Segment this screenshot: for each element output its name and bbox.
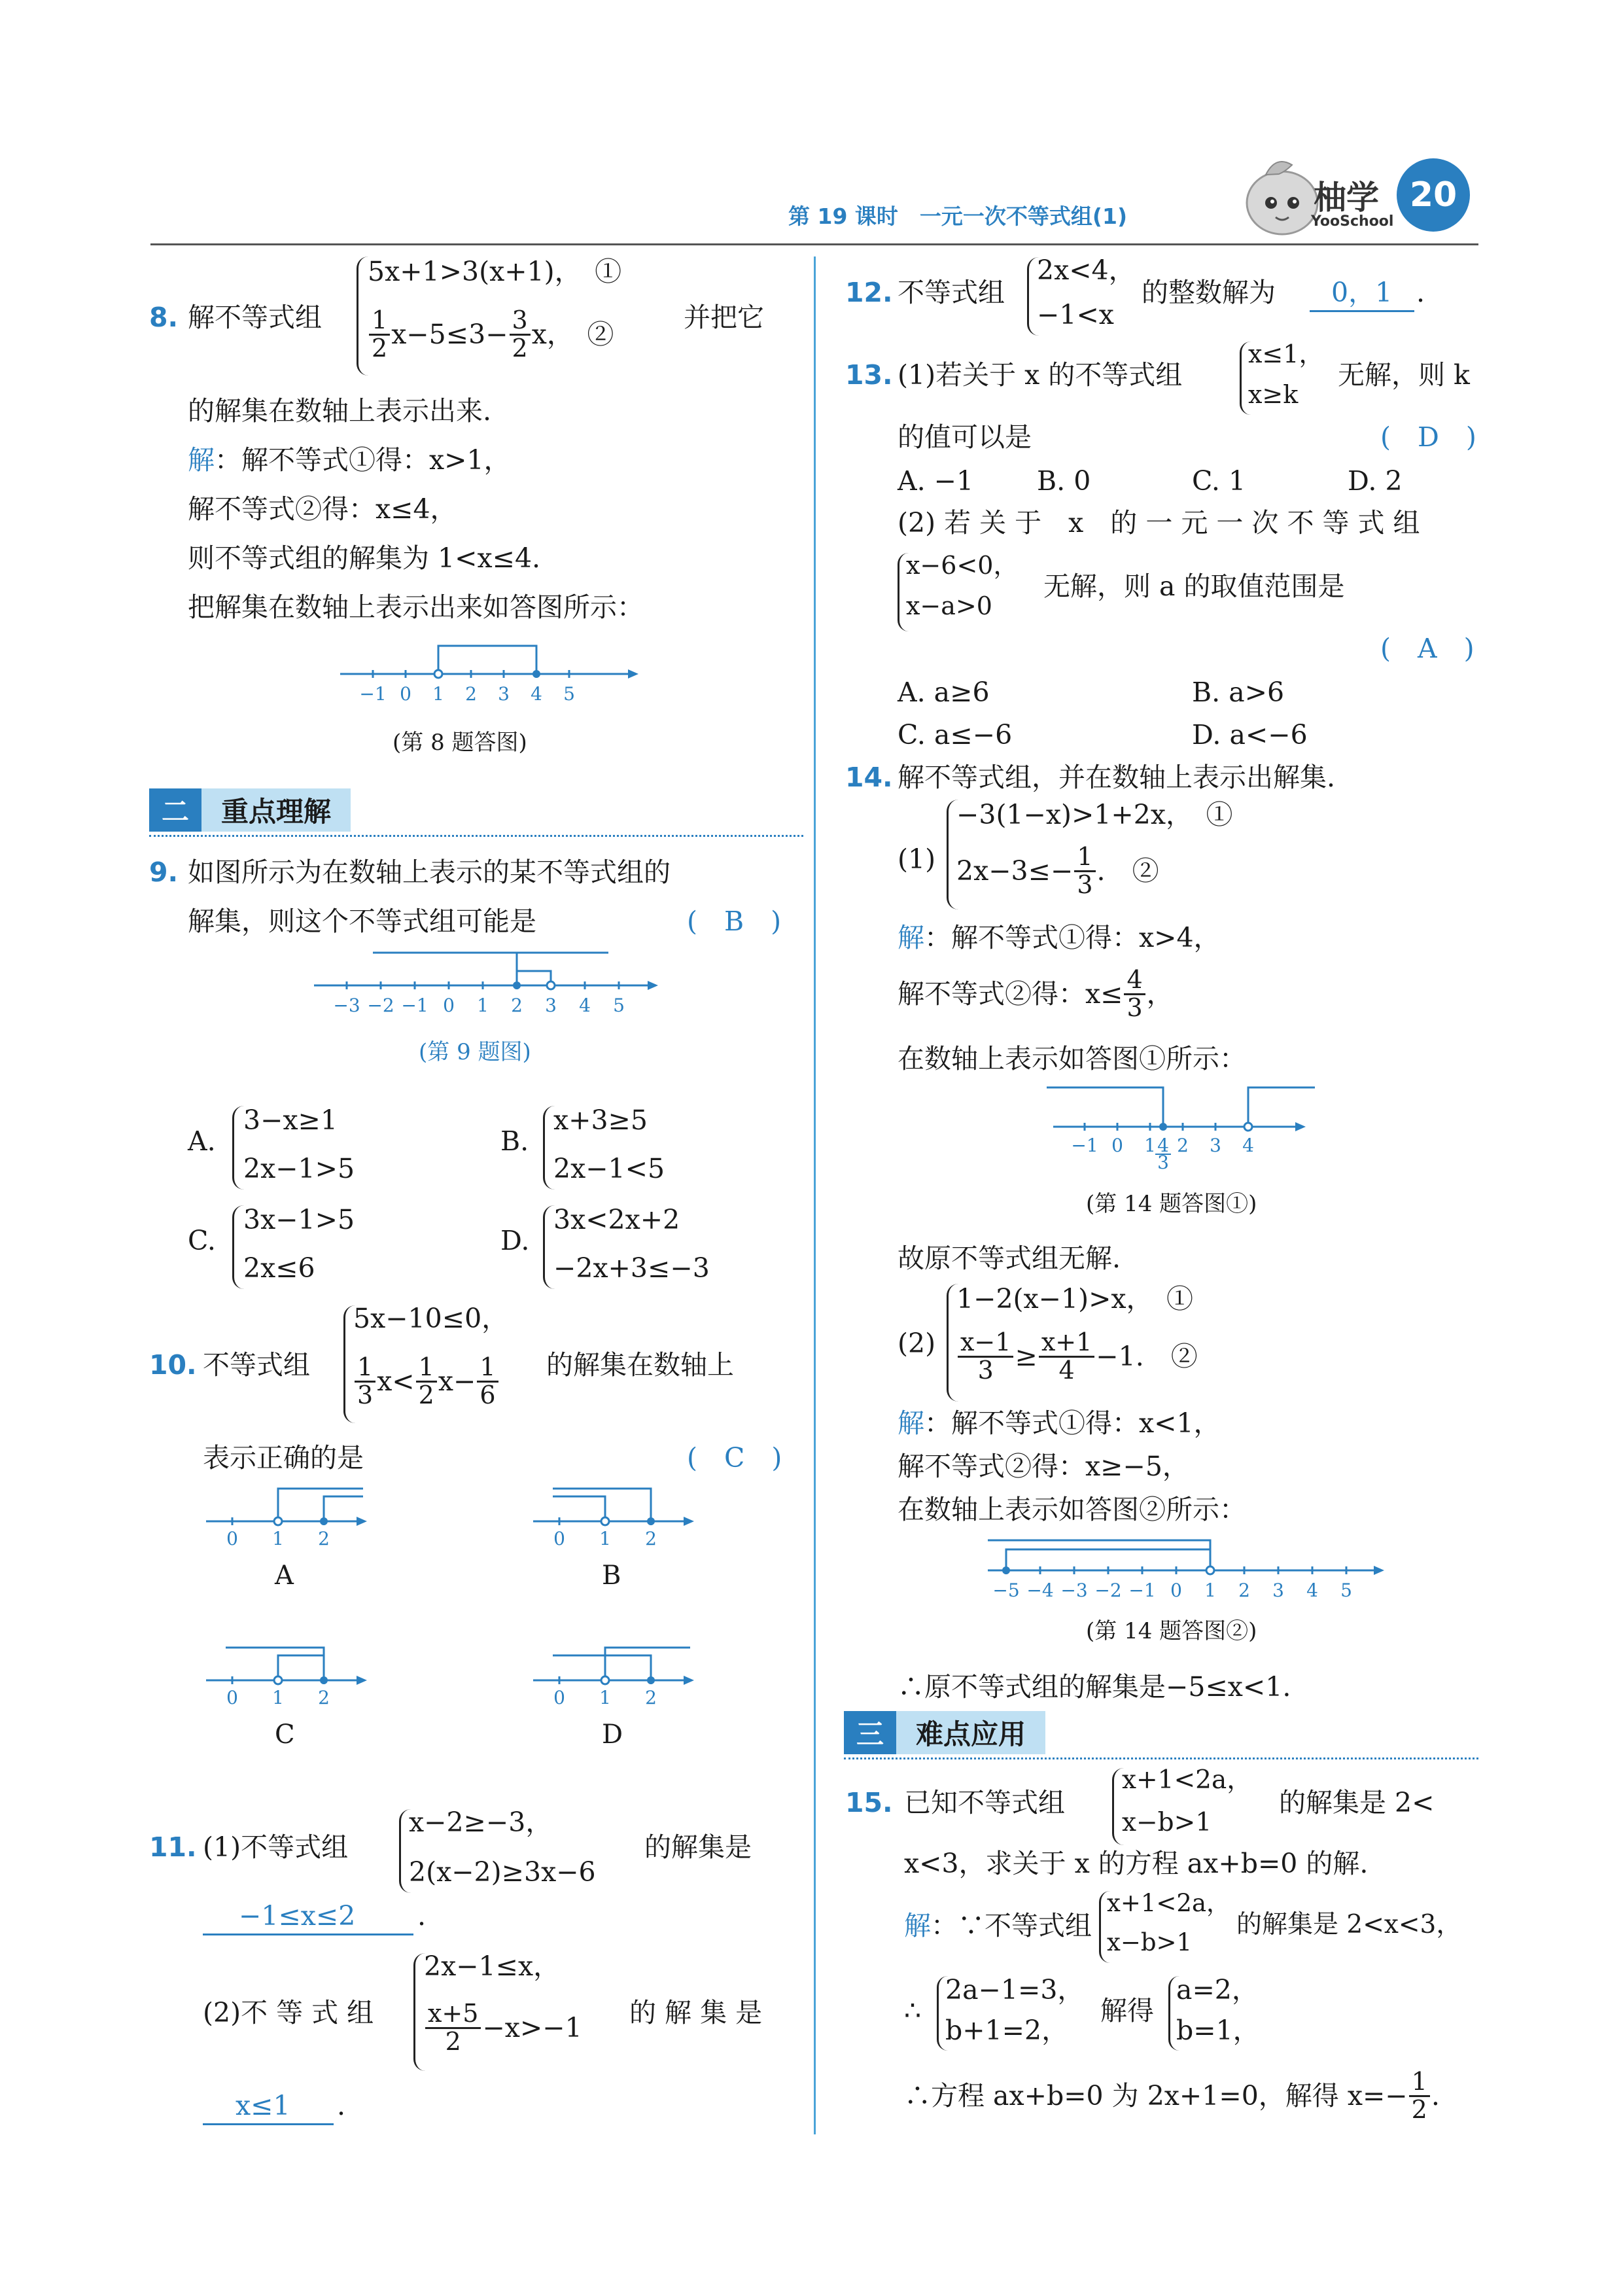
q13-p1-suffix: 无解，则 k: [1338, 359, 1470, 391]
q14-2-tick: 4: [1306, 1580, 1318, 1601]
q8-solution-3: 则不等式组的解集为 1<x≤4.: [188, 542, 541, 574]
q14-1-tick-frac-denominator: 3: [1157, 1152, 1169, 1171]
q8-solution-1: 解：解不等式①得：x>1，: [188, 444, 511, 476]
q15-s2-result-1: a=2，: [1176, 1974, 1259, 2005]
q14-caption-1: (第 14 题答图①): [1086, 1191, 1257, 1217]
q9-tick: −2: [367, 995, 394, 1016]
q8-line2: $\frac{1}{2}$ x−5≤3− $\frac{3}{2}$ x， ②: [368, 308, 614, 362]
q10-line2: $\frac{1}{3}$ x< $\frac{1}{2}$ x− $\frac{1}{6}$: [353, 1354, 500, 1409]
q14-p1-line2: 2x−3≤− $\frac{1}{3}$ . ②: [956, 842, 1159, 899]
q14-p1-line1: −3(1−x)>1+2x， ①: [956, 799, 1233, 830]
q9-option-c-1: 3x−1>5: [243, 1204, 355, 1235]
q14-2-tick: −1: [1128, 1580, 1156, 1601]
q9-option-a-label: A.: [188, 1125, 216, 1157]
section-2-underline: [149, 835, 803, 837]
q11-p2-prefix: (2)不 等 式 组: [203, 1997, 374, 2028]
q9-option-b-label: B.: [500, 1125, 529, 1157]
q12-answer: 0，1: [1331, 277, 1393, 308]
q14-p2-solution-3: 在数轴上表示如答图②所示：: [898, 1494, 1246, 1525]
q9-text-1: 如图所示为在数轴上表示的某不等式组的: [188, 857, 671, 888]
q10-suffix: 的解集在数轴上: [546, 1349, 734, 1381]
q14-solution-2: 解不等式②得：x≤ $\frac{4}{3}$ ，: [898, 965, 1174, 1022]
q10-d-tick-2: 2: [645, 1687, 657, 1706]
q9-tick: 1: [477, 995, 489, 1016]
q14-p2-line1: 1−2(x−1)>x， ①: [956, 1283, 1194, 1315]
q9-tick: 2: [511, 995, 523, 1016]
q14-number-line-1: [1047, 1080, 1321, 1171]
section-2-label: 重点理解: [201, 788, 351, 832]
q13-p1-option-b: B. 0: [1037, 465, 1091, 497]
q13-p1-text2: 的值可以是: [898, 421, 1032, 453]
q12-prefix: 不等式组: [898, 277, 1005, 308]
q14-1-tick: −1: [1071, 1135, 1098, 1156]
q8-prompt: 解不等式组: [188, 302, 322, 333]
q11-p1-end: .: [417, 1900, 427, 1932]
q10-d-tick-0: 0: [553, 1687, 565, 1706]
q9-option-a-1: 3−x≥1: [243, 1104, 338, 1136]
q11-p2-answer: x≤1: [236, 2090, 290, 2121]
q13-p2-option-d: D. a<−6: [1192, 719, 1308, 751]
q9-tick: 5: [613, 995, 625, 1016]
q13-p2-answer: ( A ): [1380, 633, 1475, 664]
brand-name-en: YooSchool: [1311, 213, 1394, 230]
q14-p2-line2: $\frac{x-1}{3}$ ≥ $\frac{x+1}{4}$ −1. ②: [956, 1330, 1198, 1384]
q8-prompt-b: 并把它: [684, 302, 764, 333]
q9-number-line: [307, 949, 667, 1021]
q13-number: 13.: [845, 359, 893, 391]
q13-p2-line1: x−6<0，: [906, 551, 1019, 580]
q8-number-line: [327, 638, 641, 710]
q14-2-tick: 1: [1204, 1580, 1216, 1601]
q14-p2-label: (2): [898, 1328, 936, 1359]
q9-option-b-2: 2x−1<5: [553, 1153, 665, 1184]
q8-tick: 2: [465, 683, 477, 705]
section-2-tag: [149, 788, 351, 832]
q13-p1-line1: x≤1，: [1248, 340, 1324, 368]
q15-prefix: 已知不等式组: [904, 1787, 1065, 1818]
q9-tick: −3: [333, 995, 360, 1016]
q8-tick: −1: [359, 683, 387, 705]
section-3-number: 三: [844, 1711, 896, 1754]
q10-b-tick-0: 0: [553, 1528, 565, 1547]
page-number-badge: 20: [1397, 158, 1470, 232]
q10-b-tick-1: 1: [599, 1528, 611, 1547]
q9-answer: ( B ): [687, 906, 782, 937]
section-3-label: 难点应用: [896, 1711, 1045, 1754]
q8-solution-2: 解不等式②得：x≤4，: [188, 493, 457, 525]
q10-a-tick-1: 1: [272, 1528, 284, 1547]
q14-2-tick: 0: [1170, 1580, 1182, 1601]
q9-option-d-2: −2x+3≤−3: [553, 1252, 710, 1284]
q15-s2-line2: b+1=2，: [945, 2015, 1069, 2046]
q15-line2: x−b>1: [1122, 1808, 1212, 1837]
q15-line1: x+1<2a，: [1122, 1765, 1253, 1795]
q10-option-b-line: [527, 1482, 703, 1547]
q9-text-2: 解集，则这个不等式组可能是: [188, 906, 536, 937]
section-2-number: 二: [149, 788, 201, 832]
q8-tick: 0: [400, 683, 411, 705]
q15-s2-result-2: b=1，: [1176, 2015, 1260, 2046]
q14-2-tick: 2: [1238, 1580, 1250, 1601]
q9-tick: 0: [443, 995, 455, 1016]
q15-solution-3: ∴方程 ax+b=0 为 2x+1=0，解得 x=− $\frac{1}{2}$ .: [904, 2067, 1440, 2124]
q9-option-b-1: x+3≥5: [553, 1104, 648, 1136]
q10-c-tick-1: 1: [272, 1687, 284, 1706]
q10-b-tick-2: 2: [645, 1528, 657, 1547]
q11-p1-line2: 2(x−2)≥3x−6: [409, 1856, 596, 1888]
q8-prompt-c: 的解集在数轴上表示出来.: [188, 395, 492, 427]
q15-solution-1: 解：∵不等式组: [904, 1910, 1092, 1941]
q10-option-d-line: [527, 1641, 703, 1706]
q14-1-tick: 0: [1111, 1135, 1123, 1156]
q14-1-tick: 3: [1210, 1135, 1221, 1156]
q9-option-d-1: 3x<2x+2: [553, 1204, 680, 1235]
q8-tick: 5: [563, 683, 575, 705]
q9-option-a-2: 2x−1>5: [243, 1153, 355, 1184]
column-divider: [814, 256, 816, 2134]
section-3-tag: [844, 1711, 1045, 1754]
q9-option-c-2: 2x≤6: [243, 1252, 315, 1284]
q13-p2-line2: x−a>0: [906, 592, 992, 620]
q13-p1-option-c: C. 1: [1192, 465, 1246, 497]
brand-name-cn: 柚学: [1314, 179, 1379, 217]
q13-p2-option-a: A. a≥6: [898, 677, 990, 708]
q14-1-tick-frac: 4: [1157, 1135, 1169, 1156]
q10-a-tick-0: 0: [226, 1528, 238, 1547]
q13-p1-option-a: A. −1: [898, 465, 974, 497]
q13-p2-option-b: B. a>6: [1192, 677, 1285, 708]
q14-conclusion-1: 故原不等式组无解.: [898, 1243, 1121, 1274]
q14-p2-solution-2: 解不等式②得：x≥−5，: [898, 1451, 1189, 1482]
q14-2-tick: −5: [992, 1580, 1020, 1601]
q14-conclusion-2: ∴原不等式组的解集是−5≤x<1.: [898, 1671, 1291, 1703]
q15-text-2: x<3，求关于 x 的方程 ax+b=0 的解.: [904, 1848, 1369, 1879]
q8-line1: 5x+1>3(x+1)， ①: [368, 256, 622, 287]
q9-number: 9.: [149, 857, 179, 888]
q11-p1-prefix: (1)不等式组: [203, 1831, 349, 1863]
q14-2-tick: 3: [1272, 1580, 1284, 1601]
q14-1-tick: 2: [1177, 1135, 1189, 1156]
q10-option-c-label: C: [275, 1720, 295, 1750]
q15-suffix: 的解集是 2<: [1279, 1787, 1435, 1818]
q11-p1-suffix: 的解集是: [644, 1831, 752, 1863]
q13-p1-prefix: (1)若关于 x 的不等式组: [898, 359, 1183, 391]
q14-number: 14.: [845, 762, 893, 793]
q11-p2-end: .: [337, 2090, 346, 2121]
q11-p2-suffix: 的 解 集 是: [629, 1997, 763, 2028]
q13-p2-suffix: 无解，则 a 的取值范围是: [1043, 571, 1345, 602]
q12-end: .: [1416, 277, 1425, 308]
q10-d-tick-1: 1: [599, 1687, 611, 1706]
q8-caption: (第 8 题答图): [393, 730, 527, 756]
q14-prompt: 解不等式组，并在数轴上表示出解集.: [898, 762, 1336, 793]
q10-option-d-label: D: [602, 1720, 623, 1750]
q11-p2-line2: $\frac{x+5}{2}$ −x>−1: [424, 2001, 582, 2055]
q14-number-line-2: [981, 1531, 1400, 1603]
q9-tick: 3: [545, 995, 557, 1016]
q13-p2-option-c: C. a≤−6: [898, 719, 1013, 751]
q10-answer: ( C ): [687, 1442, 782, 1474]
q15-s2-prefix: ∴: [904, 1995, 922, 2026]
q11-number: 11.: [149, 1831, 197, 1863]
q10-option-a-label: A: [275, 1561, 294, 1591]
q14-solution-1: 解：解不等式①得：x>4，: [898, 922, 1221, 953]
q13-p2-text1: (2) 若 关 于 x 的 一 元 一 次 不 等 式 组: [898, 507, 1420, 539]
q10-c-tick-0: 0: [226, 1687, 238, 1706]
q10-number: 10.: [149, 1349, 197, 1381]
q12-line1: 2x<4，: [1037, 255, 1136, 286]
q14-caption-2: (第 14 题答图②): [1086, 1618, 1257, 1644]
q9-tick: −1: [401, 995, 428, 1016]
q10-option-c-line: [200, 1641, 376, 1706]
q15-s1-suffix: 的解集是 2<x<3，: [1236, 1910, 1462, 1939]
section-3-underline: [844, 1757, 1478, 1759]
q11-p1-answer-line: [203, 1934, 413, 1935]
q12-suffix: 的整数解为: [1142, 277, 1276, 308]
q10-option-a-line: [200, 1482, 376, 1547]
q13-p1-answer: ( D ): [1380, 421, 1476, 453]
q12-answer-line: [1310, 310, 1414, 312]
q10-a-tick-2: 2: [318, 1528, 330, 1547]
q14-p1-label: (1): [898, 843, 936, 875]
q14-p2-solution-1: 解：解不等式①得：x<1，: [898, 1407, 1221, 1439]
q10-option-b-label: B: [602, 1561, 621, 1591]
q8-tick: 4: [531, 683, 542, 705]
q14-2-tick: −3: [1060, 1580, 1088, 1601]
q13-p1-line2: x≥k: [1248, 380, 1299, 409]
q15-number: 15.: [845, 1787, 893, 1818]
q9-option-c-label: C.: [188, 1225, 216, 1256]
q8-tick: 3: [498, 683, 510, 705]
q10-prompt: 不等式组: [203, 1349, 310, 1381]
q8-solution-4: 把解集在数轴上表示出来如答图所示：: [188, 592, 644, 623]
q12-number: 12.: [845, 277, 893, 308]
q15-s2-mid: 解得: [1100, 1995, 1154, 2026]
q11-p1-line1: x−2≥−3，: [409, 1807, 553, 1838]
q10-c-tick-2: 2: [318, 1687, 330, 1706]
q14-1-tick: 4: [1242, 1135, 1254, 1156]
q8-tick: 1: [432, 683, 444, 705]
q8-number: 8.: [149, 302, 179, 333]
q9-tick: 4: [579, 995, 591, 1016]
q12-line2: −1<x: [1037, 299, 1114, 330]
q11-p1-answer: −1≤x≤2: [239, 1900, 356, 1932]
q14-solution-3: 在数轴上表示如答图①所示：: [898, 1043, 1246, 1074]
lesson-title: 第 19 课时 一元一次不等式组(1): [788, 203, 1128, 229]
q15-s1-line2: x−b>1: [1107, 1928, 1193, 1956]
q9-option-d-label: D.: [500, 1225, 530, 1256]
q14-1-tick: 1: [1144, 1135, 1156, 1156]
q15-s1-line1: x+1<2a，: [1107, 1889, 1231, 1917]
q9-caption: (第 9 题图): [419, 1039, 531, 1065]
q14-2-tick: −2: [1094, 1580, 1122, 1601]
q13-p1-option-d: D. 2: [1348, 465, 1403, 497]
q11-p2-line1: 2x−1≤x，: [424, 1951, 561, 1982]
q14-2-tick: 5: [1340, 1580, 1352, 1601]
q10-text-2: 表示正确的是: [203, 1442, 364, 1474]
q10-line1: 5x−10≤0，: [353, 1303, 509, 1334]
q14-2-tick: −4: [1026, 1580, 1054, 1601]
q11-p2-answer-line: [203, 2123, 334, 2125]
q15-s2-line1: 2a−1=3，: [945, 1974, 1085, 2005]
header-rule: [150, 243, 1478, 245]
